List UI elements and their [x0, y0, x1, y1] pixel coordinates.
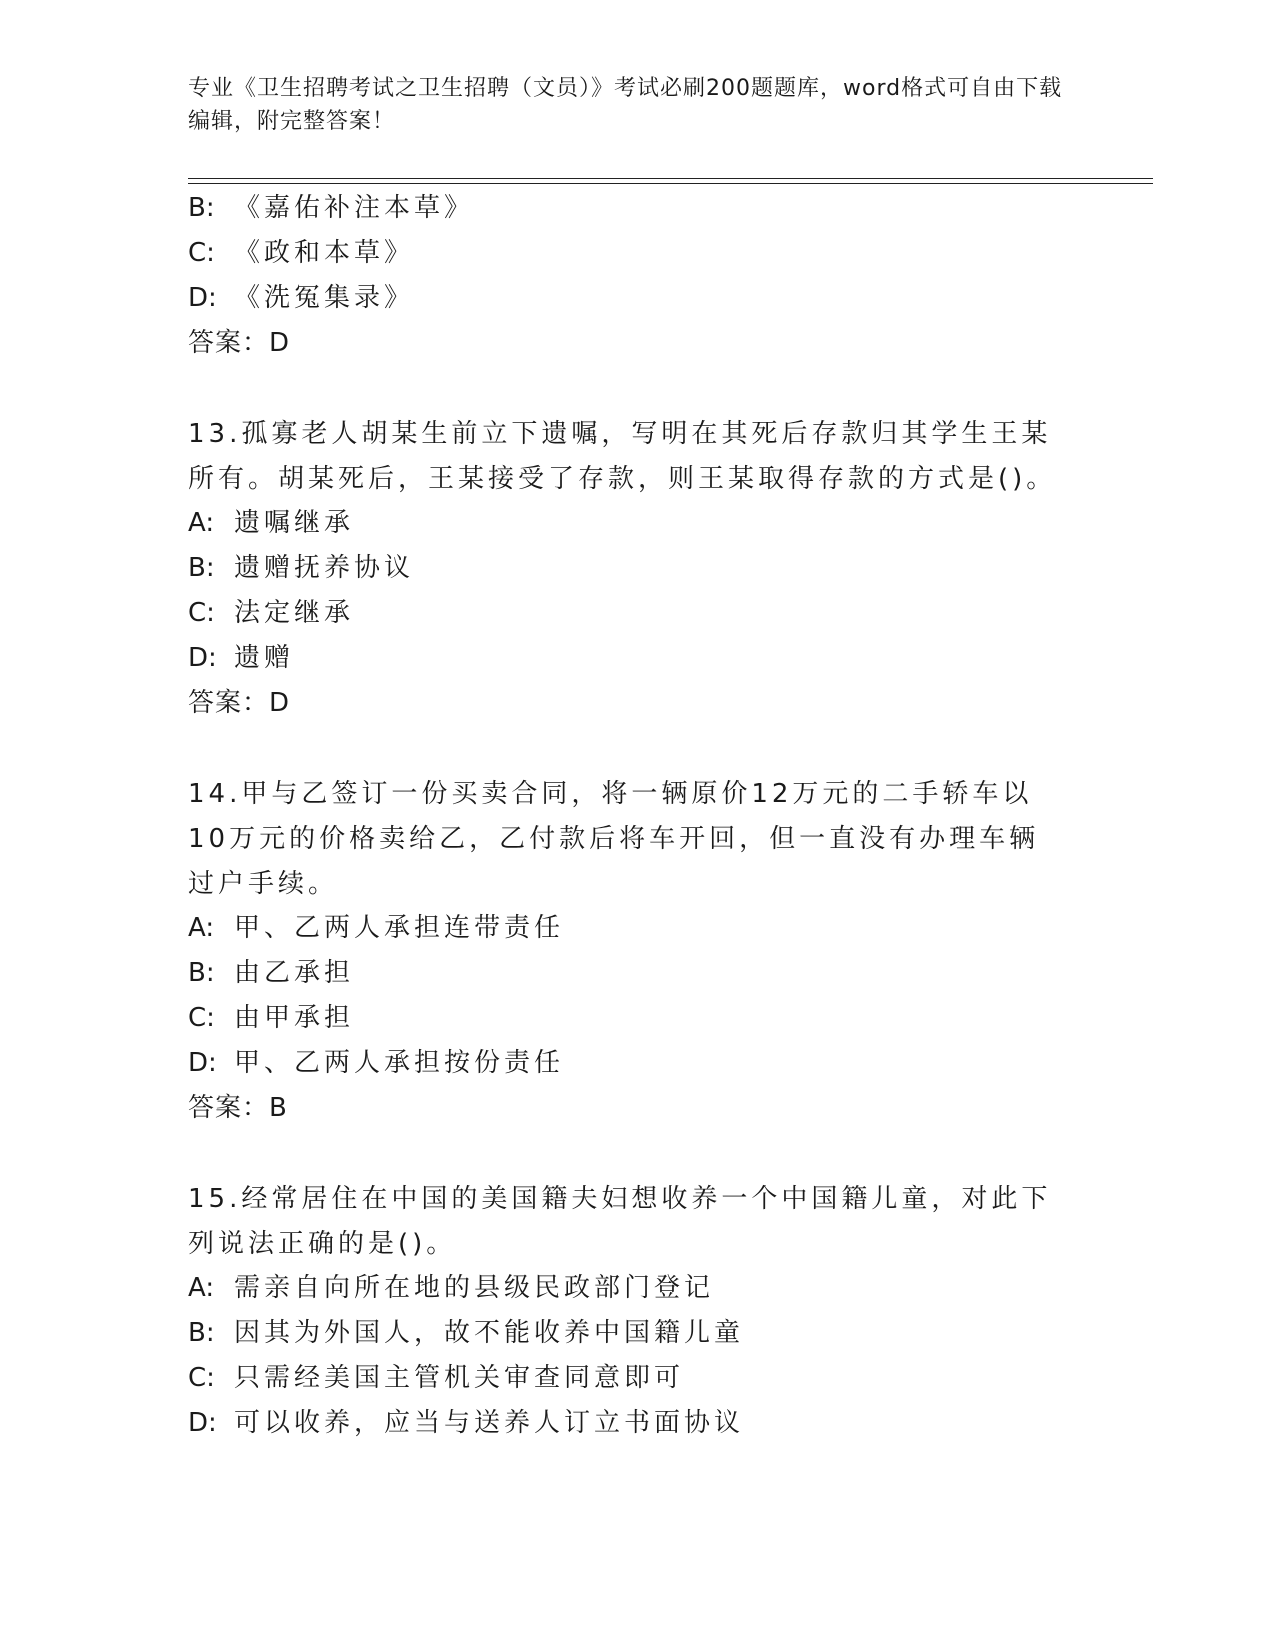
option-text: 因其为外国人，故不能收养中国籍儿童 [234, 1318, 745, 1348]
q12-option-c [188, 235, 414, 271]
option-text: 遗赠抚养协议 [234, 553, 415, 583]
document-header: 专业《卫生招聘考试之卫生招聘（文员）》考试必刷200题题库，word格式可自由下载编辑，附完整答案！ [188, 76, 1063, 134]
q14-option-a [188, 910, 564, 946]
option-text: 法定继承 [234, 598, 355, 628]
option-text: 《洗冤集录》 [234, 283, 415, 313]
option-text: 《政和本草》 [234, 238, 415, 268]
q15-question: 15.经常居住在中国的美国籍夫妇想收养一个中国籍儿童，对此下列说法正确的是()。 [188, 1184, 1052, 1259]
q14-question: 14.甲与乙签订一份买卖合同，将一辆原价12万元的二手轿车以10万元的价格卖给乙，乙付款后将车开回，但一直没有办理车辆过户手续。 [188, 779, 1040, 899]
option-label: C: [188, 1003, 215, 1033]
option-text: 遗赠 [234, 643, 295, 673]
option-label: D: [188, 1048, 217, 1078]
option-label: C: [188, 598, 215, 628]
option-label: B: [188, 1318, 215, 1348]
option-text: 只需经美国主管机关审查同意即可 [234, 1363, 685, 1393]
header-rule-top [188, 178, 1153, 179]
option-text: 遗嘱继承 [234, 508, 355, 538]
q14-option-d [188, 1045, 564, 1081]
option-label: A: [188, 508, 215, 538]
q13-option-c [188, 595, 354, 631]
q14-option-c [188, 1000, 354, 1036]
option-label: B: [188, 553, 215, 583]
q15-option-d [188, 1405, 744, 1441]
q15-option-c [188, 1360, 684, 1396]
q15-option-b [188, 1315, 744, 1351]
option-label: B: [188, 958, 215, 988]
q13-question: 13.孤寡老人胡某生前立下遗嘱，写明在其死后存款归其学生王某所有。胡某死后，王某接受了存款，则王某取得存款的方式是()。 [188, 419, 1057, 494]
header-rule-bottom [188, 183, 1153, 184]
option-text: 可以收养，应当与送养人订立书面协议 [234, 1408, 745, 1438]
q13-option-d [188, 640, 294, 676]
option-label: C: [188, 1363, 215, 1393]
q13-answer: 答案：D [188, 688, 291, 718]
option-text: 甲、乙两人承担按份责任 [234, 1048, 565, 1078]
option-label: A: [188, 1273, 215, 1303]
option-label: A: [188, 913, 215, 943]
q15-option-a [188, 1270, 714, 1306]
q14-option-b [188, 955, 354, 991]
option-label: D: [188, 1408, 217, 1438]
option-text: 由甲承担 [234, 1003, 355, 1033]
q12-answer: 答案：D [188, 328, 291, 358]
q12-option-d [188, 280, 414, 316]
option-label: B: [188, 193, 215, 223]
q12-option-b [188, 190, 474, 226]
option-label: C: [188, 238, 215, 268]
q13-option-b [188, 550, 414, 586]
q13-option-a [188, 505, 354, 541]
option-label: D: [188, 643, 217, 673]
option-text: 《嘉佑补注本草》 [234, 193, 475, 223]
option-text: 甲、乙两人承担连带责任 [234, 913, 565, 943]
option-label: D: [188, 283, 217, 313]
option-text: 由乙承担 [234, 958, 355, 988]
option-text: 需亲自向所在地的县级民政部门登记 [234, 1273, 715, 1303]
q14-answer: 答案：B [188, 1093, 288, 1123]
